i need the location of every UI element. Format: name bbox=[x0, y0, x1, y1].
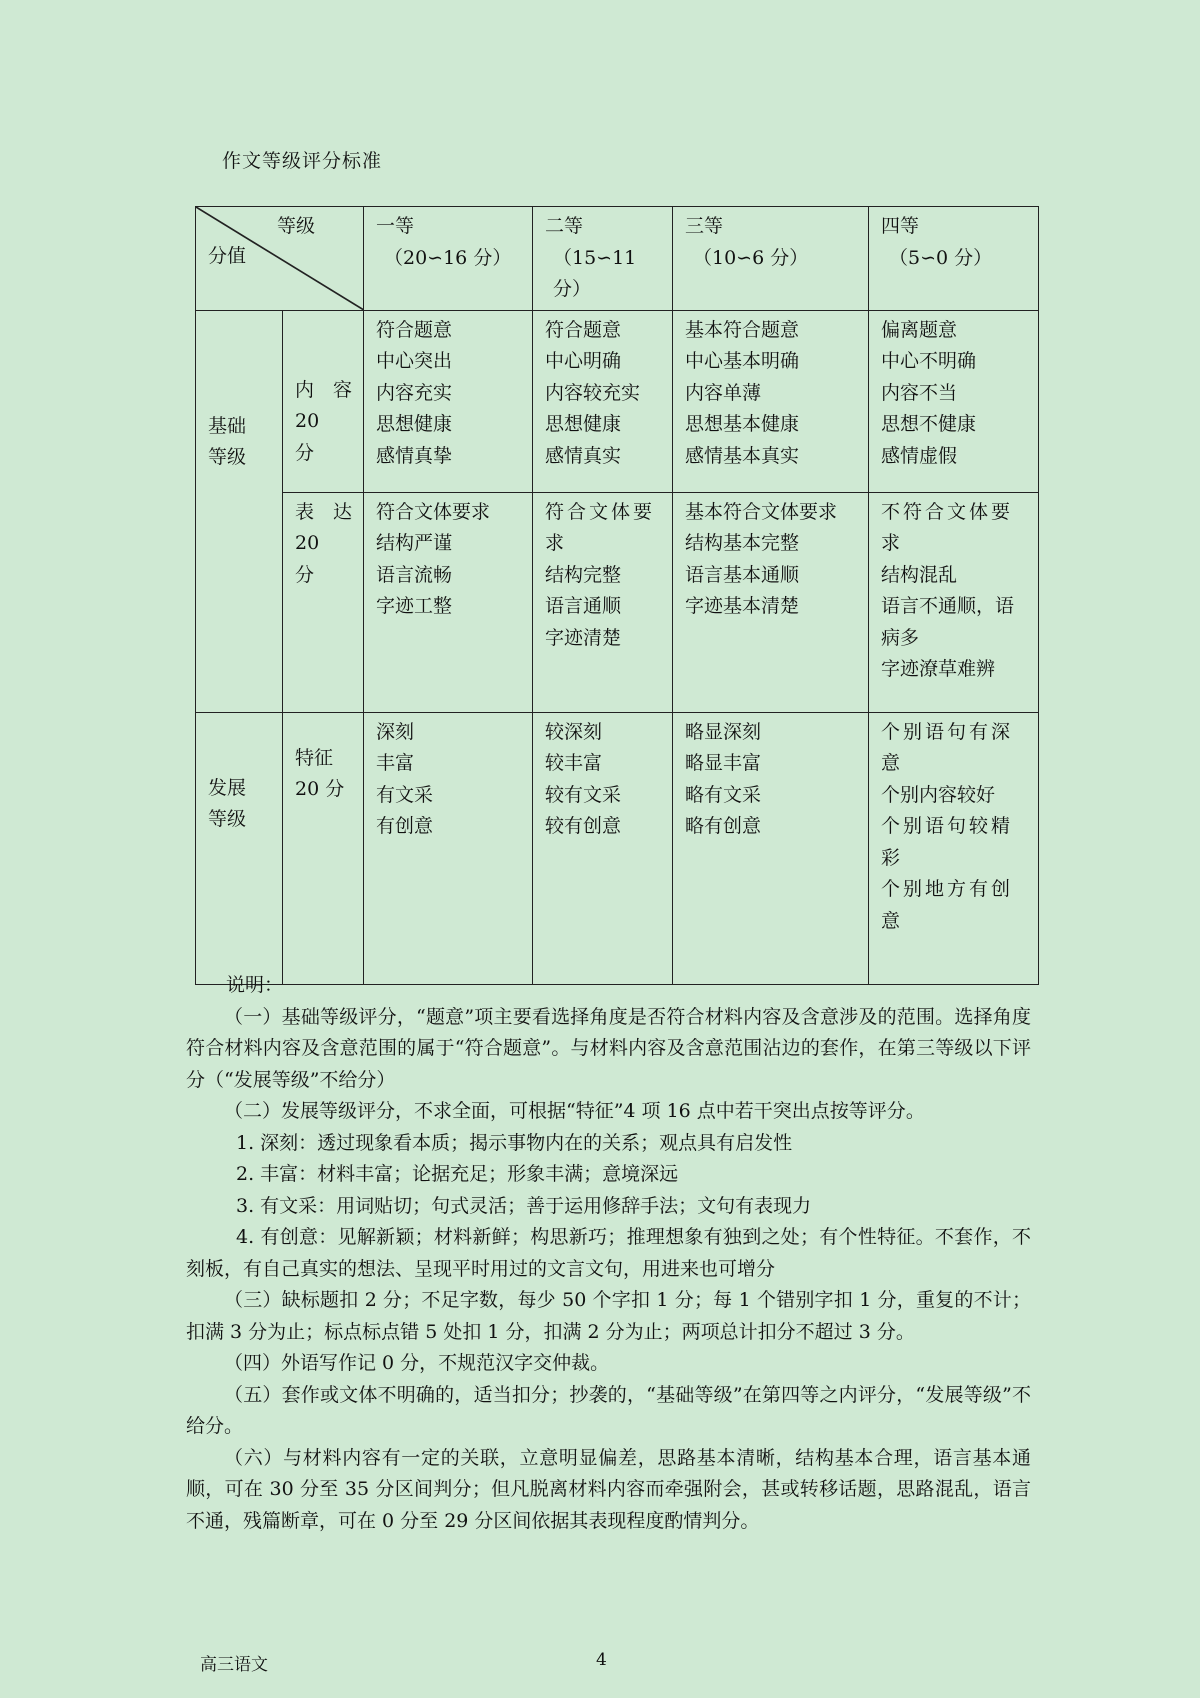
note-paragraph: 1. 深刻：透过现象看本质；揭示事物内在的关系；观点具有启发性 bbox=[236, 1131, 793, 1154]
group-label-development: 发展 等级 bbox=[196, 712, 283, 984]
notes-section bbox=[186, 970, 1031, 1537]
criteria-cell: 符合文体要求 结构严谨 语言流畅 字迹工整 bbox=[364, 492, 533, 712]
sub-label: 表 达 20 分 bbox=[283, 492, 364, 712]
note-paragraph: （三）缺标题扣 2 分；不足字数，每少 50 个字扣 1 分；每 1 个错别字扣 1 分，重复的不计；扣满 3 分为止；标点标点错 5 处扣 1 分，扣满 2 分为止；两项总计扣分不超过 3 分。 bbox=[186, 1289, 1031, 1343]
grade-header: 三等 （10∽6 分） bbox=[673, 207, 869, 311]
group-label-basic: 基础 等级 bbox=[196, 310, 283, 712]
sub-label: 特征 20 分 bbox=[283, 712, 364, 984]
table-row bbox=[196, 310, 1039, 492]
note-paragraph: （五）套作或文体不明确的，适当扣分；抄袭的，“基础等级”在第四等之内评分，“发展等级”不给分。 bbox=[186, 1383, 1031, 1437]
table-header-row bbox=[196, 207, 1039, 311]
page-number: 4 bbox=[596, 1650, 607, 1670]
page-title: 作文等级评分标准 bbox=[222, 150, 383, 172]
table-row bbox=[196, 712, 1039, 984]
criteria-cell: 符合文体要 求 结构完整 语言通顺 字迹清楚 bbox=[533, 492, 673, 712]
criteria-cell: 偏离题意 中心不明确 内容不当 思想不健康 感情虚假 bbox=[869, 310, 1039, 492]
criteria-cell: 较深刻 较丰富 较有文采 较有创意 bbox=[533, 712, 673, 984]
criteria-cell: 基本符合文体要求 结构基本完整 语言基本通顺 字迹基本清楚 bbox=[673, 492, 869, 712]
grade-header: 一等 （20∽16 分） bbox=[364, 207, 533, 311]
note-paragraph: 2. 丰富：材料丰富；论据充足；形象丰满；意境深远 bbox=[236, 1163, 679, 1185]
scoring-table bbox=[195, 206, 1039, 985]
note-paragraph: （六）与材料内容有一定的关联，立意明显偏差，思路基本清晰，结构基本合理，语言基本通顺，可在 30 分至 35 分区间判分；但凡脱离材料内容而牵强附会，甚或转移话题，思路混乱，语言不通，残篇断章，可在 0 分至 29 分区间依据其表现程度酌情判分。 bbox=[186, 1446, 1031, 1532]
corner-score-label: 分值 bbox=[208, 245, 247, 267]
criteria-cell: 符合题意 中心明确 内容较充实 思想健康 感情真实 bbox=[533, 310, 673, 492]
grade-header: 四等 （5∽0 分） bbox=[869, 207, 1039, 311]
criteria-cell: 符合题意 中心突出 内容充实 思想健康 感情真挚 bbox=[364, 310, 533, 492]
footer-subject: 高三语文 bbox=[200, 1655, 268, 1675]
notes-heading: 说明： bbox=[226, 974, 284, 996]
criteria-cell: 略显深刻 略显丰富 略有文采 略有创意 bbox=[673, 712, 869, 984]
criteria-cell: 不符合文体要 求 结构混乱 语言不通顺，语 病多 字迹潦草难辨 bbox=[869, 492, 1039, 712]
table-row bbox=[196, 492, 1039, 712]
corner-grade-label: 等级 bbox=[276, 215, 315, 237]
grade-header: 二等 （15∽11 分） bbox=[533, 207, 673, 311]
note-paragraph: 3. 有文采：用词贴切；句式灵活；善于运用修辞手法；文句有表现力 bbox=[236, 1194, 812, 1217]
note-paragraph: （二）发展等级评分，不求全面，可根据“特征”4 项 16 点中若干突出点按等评分。 bbox=[224, 1100, 925, 1122]
corner-cell bbox=[196, 207, 364, 311]
sub-label: 内 容 20 分 bbox=[283, 310, 364, 492]
criteria-cell: 深刻 丰富 有文采 有创意 bbox=[364, 712, 533, 984]
note-paragraph: （一）基础等级评分，“题意”项主要看选择角度是否符合材料内容及含意涉及的范围。选择角度符合材料内容及含意范围的属于“符合题意”。与材料内容及含意范围沾边的套作，在第三等级以下评分（“发展等级”不给分） bbox=[186, 1005, 1031, 1091]
criteria-cell: 个别语句有深 意 个别内容较好 个别语句较精 彩 个别地方有创 意 bbox=[869, 712, 1039, 984]
note-paragraph: 4. 有创意：见解新颖；材料新鲜；构思新巧；推理想象有独到之处；有个性特征。不套作，不刻板，有自己真实的想法、呈现平时用过的文言文句，用进来也可增分 bbox=[186, 1226, 1031, 1280]
note-paragraph: （四）外语写作记 0 分，不规范汉字交仲裁。 bbox=[224, 1352, 610, 1374]
criteria-cell: 基本符合题意 中心基本明确 内容单薄 思想基本健康 感情基本真实 bbox=[673, 310, 869, 492]
